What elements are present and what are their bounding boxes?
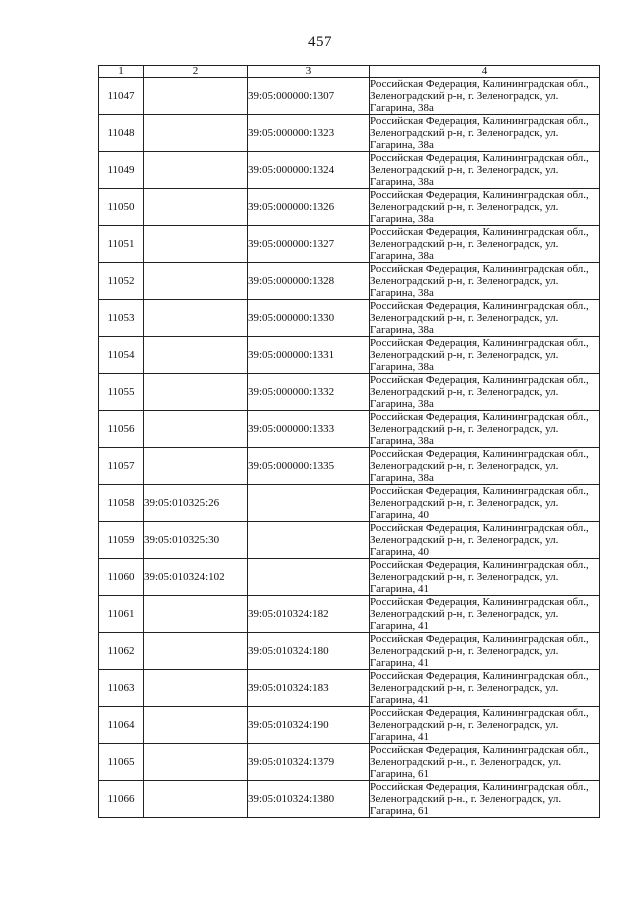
cadastral-number-alt-cell: 39:05:010324:183 — [248, 670, 370, 707]
cadastral-number-alt-cell: 39:05:000000:1332 — [248, 374, 370, 411]
cadastral-number-cell — [144, 781, 248, 818]
row-number-cell: 11062 — [99, 633, 144, 670]
cadastral-number-alt-cell: 39:05:010324:182 — [248, 596, 370, 633]
address-line: Гагарина, 38а — [370, 213, 434, 225]
cadastral-number-alt-cell: 39:05:010324:190 — [248, 707, 370, 744]
address-line: Гагарина, 38а — [370, 472, 434, 484]
table-row — [99, 744, 600, 781]
address-line: Зеленоградский р-н, г. Зеленоградск, ул. — [370, 608, 559, 620]
row-number-cell: 11048 — [99, 115, 144, 152]
row-number-cell: 11047 — [99, 78, 144, 115]
table-row — [99, 707, 600, 744]
address-line: Зеленоградский р-н., г. Зеленоградск, ул. — [370, 793, 562, 805]
row-number-cell: 11053 — [99, 300, 144, 337]
address-line: Российская Федерация, Калининградская обл., — [370, 744, 589, 756]
address-cell — [370, 670, 600, 707]
cadastral-number-alt-cell: 39:05:000000:1335 — [248, 448, 370, 485]
cadastral-number-alt-cell: 39:05:010324:180 — [248, 633, 370, 670]
table-row — [99, 411, 600, 448]
address-line: Российская Федерация, Калининградская обл., — [370, 300, 589, 312]
cadastral-number-cell — [144, 78, 248, 115]
address-line: Российская Федерация, Калининградская обл., — [370, 226, 589, 238]
cadastral-number-alt-cell: 39:05:000000:1323 — [248, 115, 370, 152]
cadastral-number-cell — [144, 596, 248, 633]
address-line: Зеленоградский р-н, г. Зеленоградск, ул. — [370, 719, 559, 731]
address-line: Российская Федерация, Калининградская обл., — [370, 152, 589, 164]
address-cell — [370, 374, 600, 411]
table-header-row — [99, 66, 600, 78]
table-row — [99, 559, 600, 596]
cadastral-number-alt-cell: 39:05:000000:1307 — [248, 78, 370, 115]
address-cell — [370, 559, 600, 596]
address-cell — [370, 152, 600, 189]
cadastral-number-alt-cell — [248, 522, 370, 559]
address-line: Российская Федерация, Калининградская обл., — [370, 633, 589, 645]
address-line: Зеленоградский р-н, г. Зеленоградск, ул. — [370, 127, 559, 139]
row-number-cell: 11061 — [99, 596, 144, 633]
address-line: Гагарина, 41 — [370, 694, 430, 706]
address-line: Зеленоградский р-н, г. Зеленоградск, ул. — [370, 645, 559, 657]
address-line: Зеленоградский р-н, г. Зеленоградск, ул. — [370, 275, 559, 287]
address-cell — [370, 78, 600, 115]
address-cell — [370, 411, 600, 448]
address-line: Российская Федерация, Калининградская обл., — [370, 522, 589, 534]
address-line: Российская Федерация, Калининградская обл., — [370, 115, 589, 127]
address-cell — [370, 522, 600, 559]
address-cell — [370, 115, 600, 152]
table-row — [99, 300, 600, 337]
cadastral-number-cell — [144, 411, 248, 448]
address-line: Российская Федерация, Калининградская обл., — [370, 781, 589, 793]
cadastral-number-alt-cell: 39:05:000000:1326 — [248, 189, 370, 226]
cadastral-number-alt-cell: 39:05:000000:1324 — [248, 152, 370, 189]
table-row — [99, 448, 600, 485]
row-number-cell: 11050 — [99, 189, 144, 226]
address-cell — [370, 596, 600, 633]
table-row — [99, 670, 600, 707]
cadastral-number-cell — [144, 226, 248, 263]
registry-table — [98, 65, 600, 818]
address-line: Гагарина, 38а — [370, 139, 434, 151]
table-row — [99, 78, 600, 115]
table-row — [99, 596, 600, 633]
address-line: Российская Федерация, Калининградская обл., — [370, 559, 589, 571]
address-line: Российская Федерация, Калининградская обл., — [370, 485, 589, 497]
table-row — [99, 226, 600, 263]
cadastral-number-cell: 39:05:010324:102 — [144, 559, 248, 596]
address-cell — [370, 744, 600, 781]
table-row — [99, 522, 600, 559]
row-number-cell: 11049 — [99, 152, 144, 189]
address-line: Российская Федерация, Калининградская обл., — [370, 448, 589, 460]
address-line: Российская Федерация, Калининградская обл., — [370, 189, 589, 201]
address-cell — [370, 781, 600, 818]
row-number-cell: 11052 — [99, 263, 144, 300]
address-cell — [370, 226, 600, 263]
address-line: Зеленоградский р-н, г. Зеленоградск, ул. — [370, 386, 559, 398]
table-row — [99, 485, 600, 522]
address-line: Гагарина, 38а — [370, 102, 434, 114]
table-row — [99, 781, 600, 818]
address-line: Российская Федерация, Калининградская обл., — [370, 707, 589, 719]
address-cell — [370, 189, 600, 226]
row-number-cell: 11055 — [99, 374, 144, 411]
row-number-cell: 11054 — [99, 337, 144, 374]
address-line: Российская Федерация, Калининградская обл., — [370, 596, 589, 608]
cadastral-number-alt-cell: 39:05:000000:1333 — [248, 411, 370, 448]
address-line: Гагарина, 61 — [370, 805, 430, 817]
address-line: Российская Федерация, Калининградская обл., — [370, 374, 589, 386]
address-line: Зеленоградский р-н, г. Зеленоградск, ул. — [370, 497, 559, 509]
address-line: Гагарина, 38а — [370, 435, 434, 447]
cadastral-number-cell — [144, 448, 248, 485]
cadastral-number-alt-cell: 39:05:010324:1379 — [248, 744, 370, 781]
address-line: Российская Федерация, Калининградская обл., — [370, 411, 589, 423]
address-line: Российская Федерация, Калининградская обл., — [370, 337, 589, 349]
row-number-cell: 11059 — [99, 522, 144, 559]
cadastral-number-cell — [144, 337, 248, 374]
address-line: Зеленоградский р-н, г. Зеленоградск, ул. — [370, 238, 559, 250]
address-line: Зеленоградский р-н, г. Зеленоградск, ул. — [370, 682, 559, 694]
address-line: Российская Федерация, Калининградская обл., — [370, 78, 589, 90]
cadastral-number-alt-cell — [248, 485, 370, 522]
row-number-cell: 11064 — [99, 707, 144, 744]
row-number-cell: 11065 — [99, 744, 144, 781]
address-cell — [370, 337, 600, 374]
column-header-4: 4 — [370, 66, 600, 78]
table-row — [99, 152, 600, 189]
address-line: Зеленоградский р-н, г. Зеленоградск, ул. — [370, 423, 559, 435]
address-line: Зеленоградский р-н, г. Зеленоградск, ул. — [370, 90, 559, 102]
cadastral-number-cell — [144, 115, 248, 152]
address-line: Гагарина, 38а — [370, 250, 434, 262]
address-line: Зеленоградский р-н, г. Зеленоградск, ул. — [370, 534, 559, 546]
table-row — [99, 374, 600, 411]
cadastral-number-alt-cell: 39:05:010324:1380 — [248, 781, 370, 818]
address-line: Гагарина, 38а — [370, 287, 434, 299]
address-line: Гагарина, 41 — [370, 620, 430, 632]
address-line: Зеленоградский р-н, г. Зеленоградск, ул. — [370, 164, 559, 176]
address-line: Зеленоградский р-н, г. Зеленоградск, ул. — [370, 349, 559, 361]
table-body — [99, 78, 600, 818]
address-line: Гагарина, 38а — [370, 176, 434, 188]
cadastral-number-cell — [144, 633, 248, 670]
cadastral-number-cell — [144, 152, 248, 189]
address-line: Гагарина, 41 — [370, 657, 430, 669]
cadastral-number-alt-cell: 39:05:000000:1331 — [248, 337, 370, 374]
address-line: Гагарина, 40 — [370, 509, 430, 521]
page-number: 457 — [308, 34, 332, 50]
row-number-cell: 11066 — [99, 781, 144, 818]
address-line: Зеленоградский р-н., г. Зеленоградск, ул. — [370, 756, 562, 768]
cadastral-number-alt-cell: 39:05:000000:1327 — [248, 226, 370, 263]
table-row — [99, 263, 600, 300]
address-line: Зеленоградский р-н, г. Зеленоградск, ул. — [370, 201, 559, 213]
column-header-3: 3 — [248, 66, 370, 78]
address-line: Гагарина, 61 — [370, 768, 430, 780]
cadastral-number-cell: 39:05:010325:30 — [144, 522, 248, 559]
address-cell — [370, 263, 600, 300]
address-line: Гагарина, 38а — [370, 324, 434, 336]
address-line: Гагарина, 38а — [370, 398, 434, 410]
row-number-cell: 11060 — [99, 559, 144, 596]
cadastral-number-cell: 39:05:010325:26 — [144, 485, 248, 522]
cadastral-number-cell — [144, 189, 248, 226]
table-row — [99, 115, 600, 152]
row-number-cell: 11051 — [99, 226, 144, 263]
address-line: Российская Федерация, Калининградская обл., — [370, 263, 589, 275]
column-header-1: 1 — [99, 66, 144, 78]
table-row — [99, 189, 600, 226]
cadastral-number-alt-cell: 39:05:000000:1330 — [248, 300, 370, 337]
cadastral-number-cell — [144, 374, 248, 411]
cadastral-number-cell — [144, 300, 248, 337]
cadastral-number-cell — [144, 744, 248, 781]
cadastral-number-alt-cell: 39:05:000000:1328 — [248, 263, 370, 300]
address-cell — [370, 633, 600, 670]
table-row — [99, 337, 600, 374]
row-number-cell: 11063 — [99, 670, 144, 707]
table-row — [99, 633, 600, 670]
address-line: Зеленоградский р-н, г. Зеленоградск, ул. — [370, 312, 559, 324]
address-line: Гагарина, 40 — [370, 546, 430, 558]
address-line: Гагарина, 38а — [370, 361, 434, 373]
address-line: Зеленоградский р-н, г. Зеленоградск, ул. — [370, 460, 559, 472]
address-cell — [370, 485, 600, 522]
address-line: Российская Федерация, Калининградская обл., — [370, 670, 589, 682]
address-line: Гагарина, 41 — [370, 731, 430, 743]
address-line: Гагарина, 41 — [370, 583, 430, 595]
address-cell — [370, 707, 600, 744]
cadastral-number-cell — [144, 670, 248, 707]
cadastral-number-cell — [144, 263, 248, 300]
row-number-cell: 11057 — [99, 448, 144, 485]
row-number-cell: 11058 — [99, 485, 144, 522]
address-cell — [370, 300, 600, 337]
address-cell — [370, 448, 600, 485]
address-line: Зеленоградский р-н, г. Зеленоградск, ул. — [370, 571, 559, 583]
cadastral-number-alt-cell — [248, 559, 370, 596]
row-number-cell: 11056 — [99, 411, 144, 448]
cadastral-number-cell — [144, 707, 248, 744]
column-header-2: 2 — [144, 66, 248, 78]
